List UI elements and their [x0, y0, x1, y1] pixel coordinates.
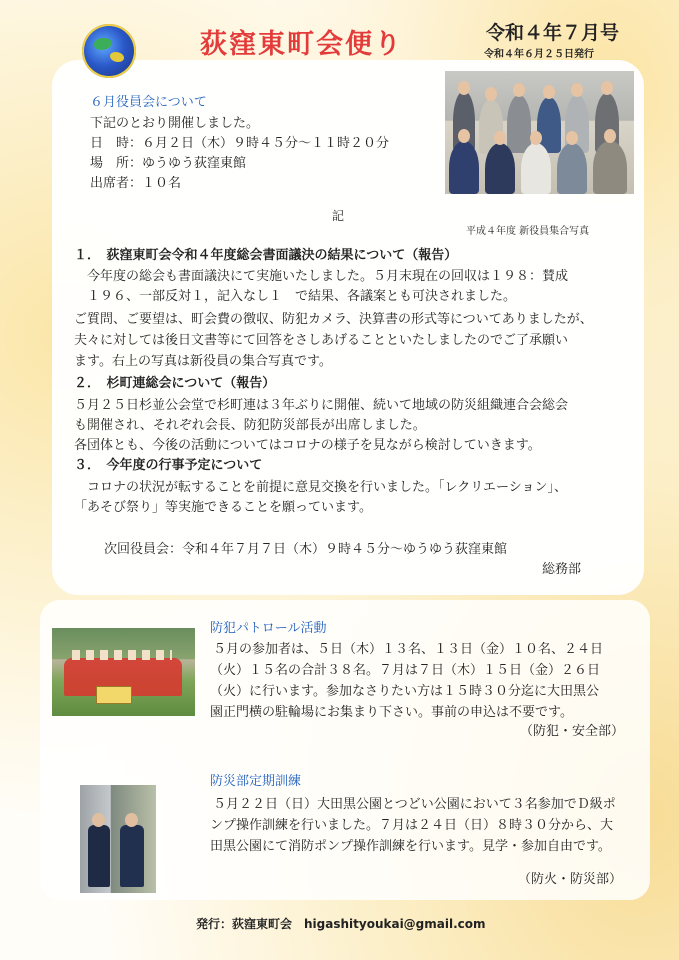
patrol-sign: （防犯・安全部）	[520, 724, 625, 739]
item-1-line: 夫々に対しては後日文書等にて回答をさしあげることといたしましたのでご了承願い	[74, 333, 569, 348]
issue-date: 令和４年６月２５日発行	[484, 49, 594, 60]
item-2-line: 各団体とも、今後の活動についてはコロナの様子を見ながら検討していきます。	[74, 438, 541, 453]
patrol-photo	[52, 628, 195, 716]
item-3-heading: ３． 今年度の行事予定について	[74, 458, 263, 473]
meeting-attendees: 出席者：１０名	[90, 176, 182, 191]
drill-sign: （防火・防災部）	[518, 872, 623, 887]
patrol-heading: 防犯パトロール活動	[210, 621, 327, 636]
item-2-heading: ２． 杉町連総会について（報告）	[74, 376, 276, 391]
item-3-line: 「あそび祭り」等実施できることを願っています。	[74, 500, 372, 515]
patrol-line: 園正門横の駐輪場にお集まり下さい。事前の申込は不要です。	[210, 705, 573, 720]
globe-logo	[82, 24, 136, 78]
next-meeting: 次回役員会：令和４年７月７日（木）９時４５分～ゆうゆう荻窪東館	[104, 542, 508, 557]
newsletter-title: 荻窪東町会便り	[200, 29, 403, 60]
meeting-date: 日 時：６月２日（木）９時４５分～１１時２０分	[90, 136, 390, 151]
drill-line: ンプ操作訓練を行いました。７月は２４日（日）８時３０分から、大	[210, 818, 614, 833]
item-2-line: ５月２５日杉並公会堂で杉町連は３年ぶりに開催、続いて地域の防災組織連合会総会	[74, 398, 569, 413]
item-3-line: コロナの状況が転することを前提に意見交換を行いました。「レクリエーション」、	[74, 480, 567, 495]
drill-line: 田黒公園にて消防ポンプ操作訓練を行います。見学・参加自由です。	[210, 839, 611, 854]
meeting-place: 場 所：ゆうゆう荻窪東館	[90, 156, 247, 171]
ki-mark: 記	[332, 209, 345, 223]
item-1-line: １９６、一部反対１，記入なし１ で結果、各議案とも可決されました。	[74, 289, 517, 304]
item-1-line: ご質問、ご要望は、町会費の徴収、防犯カメラ、決算書の形式等についてありましたが、	[74, 312, 593, 327]
photo-caption: 平成４年度 新役員集合写真	[466, 226, 590, 237]
issue-number: 令和４年７月号	[486, 22, 620, 44]
item-1-heading: １． 荻窪東町会令和４年度総会書面議決の結果について（報告）	[74, 248, 458, 263]
item-2-line: も開催され、それぞれ会長、防犯防災部長が出席しました。	[74, 418, 426, 433]
item-1-line: 今年度の総会も書面議決にて実施いたしました。５月末現在の回収は１９８：賛成	[74, 269, 569, 284]
patrol-line: （火）に行います。参加なさりたい方は１５時３０分迄に大田黒公	[210, 684, 599, 699]
meeting-intro: 下記のとおり開催しました。	[90, 116, 260, 131]
group-photo	[445, 71, 634, 194]
drill-photo	[80, 785, 156, 893]
department-sign: 総務部	[542, 562, 582, 577]
patrol-line: ５月の参加者は、５日（木）１３名、１３日（金）１０名、２４日	[213, 642, 604, 657]
patrol-line: （火）１５名の合計３８名。７月は７日（木）１５日（金）２６日	[210, 663, 601, 678]
meeting-heading: ６月役員会について	[90, 95, 207, 110]
publisher-footer: 発行：荻窪東町会 higashityoukai@gmail.com	[196, 917, 486, 931]
drill-heading: 防災部定期訓練	[210, 774, 302, 789]
drill-line: ５月２２日（日）大田黒公園とつどい公園において３名参加でＤ級ポ	[213, 797, 616, 812]
item-1-line: ます。右上の写真は新役員の集合写真です。	[74, 354, 332, 369]
